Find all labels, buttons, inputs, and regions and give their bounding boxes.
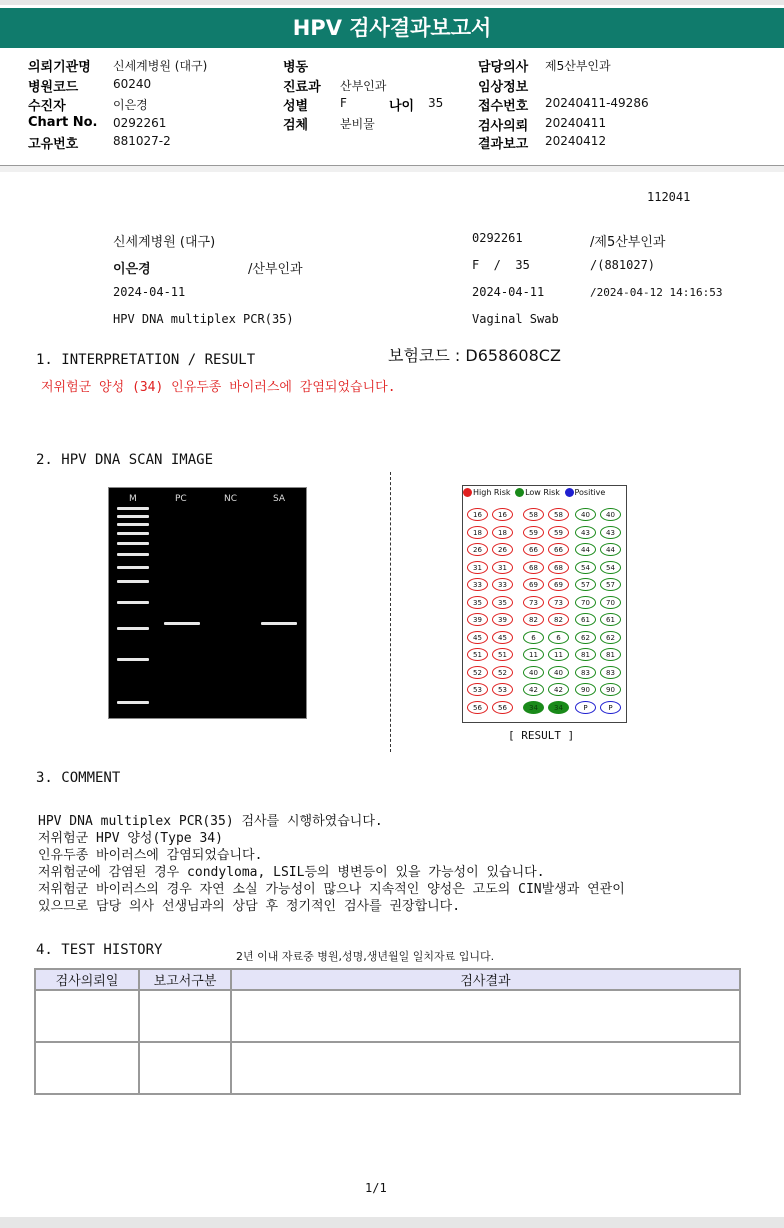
- bottom-strip: [0, 1217, 784, 1228]
- hpv-type-cell: 52: [467, 666, 488, 679]
- hpv-type-cell: 26: [492, 543, 513, 556]
- section-interpretation: 1. INTERPRETATION / RESULT: [36, 352, 256, 368]
- pc-band: [164, 622, 200, 625]
- info-date1: 2024-04-11: [113, 285, 186, 299]
- ladder-band: [117, 553, 149, 556]
- clinical-label: 임상정보: [478, 80, 529, 95]
- hpv-type-cell: 54: [575, 561, 596, 574]
- low-risk-dot-icon: [515, 488, 524, 497]
- hpv-type-cell: P: [575, 701, 596, 714]
- patient-value: 이은경: [113, 98, 148, 112]
- info-dept: /산부인과: [248, 262, 303, 277]
- unique-value: 881027-2: [113, 134, 171, 148]
- hpv-type-cell: 40: [523, 666, 544, 679]
- hpv-type-cell: 59: [523, 526, 544, 539]
- ladder-band: [117, 507, 149, 510]
- hpv-type-cell: 52: [492, 666, 513, 679]
- info-patient: 이은경: [113, 262, 151, 277]
- hpv-type-cell: 70: [600, 596, 621, 609]
- ladder-band: [117, 566, 149, 569]
- hpv-type-cell: 81: [600, 648, 621, 661]
- section-comment: 3. COMMENT: [36, 770, 121, 786]
- hpv-type-cell: 42: [523, 683, 544, 696]
- info-birth: /(881027): [590, 258, 656, 272]
- hpv-type-cell: 66: [548, 543, 569, 556]
- hpv-type-cell: 73: [548, 596, 569, 609]
- hpv-type-cell: 62: [600, 631, 621, 644]
- hpv-type-cell: 73: [523, 596, 544, 609]
- hpv-type-cell: 45: [492, 631, 513, 644]
- page-number: 1/1: [365, 1181, 387, 1195]
- doctor-label: 담당의사: [478, 60, 529, 75]
- hpv-type-cell: 90: [600, 683, 621, 696]
- hpv-type-cell: 54: [600, 561, 621, 574]
- hpv-type-cell: 6: [523, 631, 544, 644]
- ladder-band: [117, 658, 149, 661]
- lane-label: PC: [175, 494, 187, 504]
- institution-value: 신세계병원 (대구): [113, 59, 208, 73]
- age-value: 35: [428, 96, 444, 110]
- hpv-type-cell: 58: [548, 508, 569, 521]
- hpv-type-cell: 70: [575, 596, 596, 609]
- history-table: [34, 968, 741, 1095]
- comment-line: 저위험군에 감염된 경우 condyloma, LSIL등의 병변등이 있을 가능성이 있습니다.: [38, 865, 545, 880]
- info-specimen: Vaginal Swab: [472, 312, 559, 326]
- high-risk-dot-icon: [463, 488, 472, 497]
- lane-label: SA: [273, 494, 286, 504]
- gel-image: [108, 487, 307, 719]
- dept-label: 진료과: [283, 80, 321, 95]
- history-header-result: 검사결과: [231, 969, 740, 990]
- hpv-type-cell: 6: [548, 631, 569, 644]
- hpv-type-cell: 51: [492, 648, 513, 661]
- hpv-type-cell: 83: [575, 666, 596, 679]
- hpv-type-cell: 42: [548, 683, 569, 696]
- legend-low: Low Risk: [525, 488, 560, 497]
- ladder-band: [117, 515, 149, 518]
- hpv-type-cell: 40: [575, 508, 596, 521]
- hpv-type-cell: 31: [467, 561, 488, 574]
- specimen-label: 검체: [283, 118, 309, 133]
- separator: [0, 166, 784, 172]
- hpv-type-cell: 33: [467, 578, 488, 591]
- hpv-type-cell: 51: [467, 648, 488, 661]
- hpv-type-cell: 35: [492, 596, 513, 609]
- request-code: 112041: [647, 190, 691, 204]
- hpv-type-cell: 68: [548, 561, 569, 574]
- positive-dot-icon: [565, 488, 574, 497]
- dept-value: 산부인과: [340, 79, 387, 93]
- hpv-type-cell: 44: [575, 543, 596, 556]
- hpv-type-cell: 39: [467, 613, 488, 626]
- hpv-type-cell: 43: [600, 526, 621, 539]
- sex-value: F: [340, 96, 347, 110]
- ladder-band: [117, 523, 149, 526]
- table-row: [35, 990, 740, 1042]
- info-doctor: /제5산부인과: [590, 235, 666, 250]
- receipt-label: 접수번호: [478, 99, 529, 114]
- hospital-code-value: 60240: [113, 77, 152, 91]
- doctor-value: 제5산부인과: [545, 59, 611, 73]
- patient-label: 수진자: [28, 99, 66, 114]
- receipt-value: 20240411-49286: [545, 96, 649, 110]
- comment-line: 있으므로 담당 의사 선생님과의 상담 후 정기적인 검사를 권장합니다.: [38, 899, 461, 914]
- request-label: 검사의뢰: [478, 119, 529, 134]
- section-history: 4. TEST HISTORY: [36, 942, 163, 958]
- hpv-type-cell: 82: [548, 613, 569, 626]
- age-label: 나이: [389, 99, 415, 114]
- comment-line: 저위험군 HPV 양성(Type 34): [38, 831, 223, 846]
- ladder-band: [117, 542, 149, 545]
- hpv-type-cell: P: [600, 701, 621, 714]
- report-title: HPV 검사결과보고서: [0, 8, 784, 48]
- chart-label: Chart No.: [28, 115, 98, 130]
- hpv-type-cell: 82: [523, 613, 544, 626]
- hpv-type-cell: 33: [492, 578, 513, 591]
- sa-band: [261, 622, 297, 625]
- report-header: [0, 48, 784, 166]
- lane-label: NC: [224, 494, 238, 504]
- legend-high: High Risk: [473, 488, 511, 497]
- legend: [463, 488, 626, 504]
- hpv-type-cell: 61: [600, 613, 621, 626]
- hpv-type-cell: 26: [467, 543, 488, 556]
- hpv-type-cell: 16: [467, 508, 488, 521]
- comment-line: 인유두종 바이러스에 감염되었습니다.: [38, 848, 263, 863]
- specimen-value: 분비물: [340, 117, 375, 131]
- ladder-band: [117, 532, 149, 535]
- ward-label: 병동: [283, 60, 309, 75]
- info-chart: 0292261: [472, 231, 523, 245]
- hpv-type-cell: 35: [467, 596, 488, 609]
- result-caption: [ RESULT ]: [508, 729, 575, 742]
- hpv-type-cell: 34: [523, 701, 544, 714]
- hpv-type-cell: 81: [575, 648, 596, 661]
- section-scan-image: 2. HPV DNA SCAN IMAGE: [36, 452, 214, 468]
- hpv-type-cell: 66: [523, 543, 544, 556]
- result-panel: [462, 485, 627, 723]
- divider-dashed: [390, 472, 391, 752]
- hpv-type-cell: 18: [467, 526, 488, 539]
- hpv-type-cell: 83: [600, 666, 621, 679]
- info-date2: 2024-04-11: [472, 285, 545, 299]
- hpv-type-cell: 43: [575, 526, 596, 539]
- unique-label: 고유번호: [28, 137, 79, 152]
- history-header-date: 검사의뢰일: [35, 969, 139, 990]
- history-header-type: 보고서구분: [139, 969, 231, 990]
- report-label: 결과보고: [478, 137, 529, 152]
- hpv-type-cell: 31: [492, 561, 513, 574]
- ladder-band: [117, 627, 149, 630]
- hpv-type-cell: 69: [548, 578, 569, 591]
- ladder-band: [117, 580, 149, 583]
- comment-line: HPV DNA multiplex PCR(35) 검사를 시행하였습니다.: [38, 814, 383, 829]
- hpv-type-cell: 59: [548, 526, 569, 539]
- top-strip: [0, 0, 784, 5]
- sex-label: 성별: [283, 99, 309, 114]
- hospital-code-label: 병원코드: [28, 80, 79, 95]
- info-datetime: /2024-04-12 14:16:53: [590, 286, 723, 299]
- institution-label: 의뢰기관명: [28, 60, 91, 75]
- info-hospital: 신세계병원 (대구): [113, 235, 216, 250]
- hpv-type-cell: 11: [548, 648, 569, 661]
- ladder-band: [117, 701, 149, 704]
- hpv-type-cell: 34: [548, 701, 569, 714]
- lane-label: M: [129, 494, 137, 504]
- chart-value: 0292261: [113, 116, 167, 130]
- hpv-type-cell: 57: [575, 578, 596, 591]
- hpv-type-cell: 58: [523, 508, 544, 521]
- hpv-type-cell: 39: [492, 613, 513, 626]
- comment-line: 저위험군 바이러스의 경우 자연 소실 가능성이 많으나 지속적인 양성은 고도의 CIN발생과 연관이: [38, 882, 625, 897]
- hpv-type-cell: 68: [523, 561, 544, 574]
- ladder-band: [117, 601, 149, 604]
- info-sex-age: F / 35: [472, 258, 530, 272]
- hpv-type-cell: 62: [575, 631, 596, 644]
- insurance-code: 보험코드 : D658608CZ: [388, 346, 561, 365]
- hpv-type-cell: 56: [467, 701, 488, 714]
- hpv-type-cell: 90: [575, 683, 596, 696]
- hpv-type-cell: 18: [492, 526, 513, 539]
- result-text: 저위험군 양성 (34) 인유두종 바이러스에 감염되었습니다.: [41, 380, 396, 395]
- hpv-type-cell: 11: [523, 648, 544, 661]
- hpv-type-cell: 53: [492, 683, 513, 696]
- legend-pos: Positive: [574, 488, 606, 497]
- table-row: [35, 1042, 740, 1094]
- info-test: HPV DNA multiplex PCR(35): [113, 312, 294, 326]
- request-value: 20240411: [545, 116, 607, 130]
- report-value: 20240412: [545, 134, 607, 148]
- hpv-type-cell: 44: [600, 543, 621, 556]
- history-note: 2년 이내 자료중 병원,성명,생년월일 일치자료 입니다.: [236, 950, 495, 963]
- hpv-type-cell: 40: [600, 508, 621, 521]
- hpv-type-cell: 45: [467, 631, 488, 644]
- hpv-type-cell: 53: [467, 683, 488, 696]
- hpv-type-cell: 69: [523, 578, 544, 591]
- hpv-type-cell: 56: [492, 701, 513, 714]
- hpv-type-cell: 57: [600, 578, 621, 591]
- hpv-type-cell: 16: [492, 508, 513, 521]
- hpv-type-cell: 61: [575, 613, 596, 626]
- hpv-type-cell: 40: [548, 666, 569, 679]
